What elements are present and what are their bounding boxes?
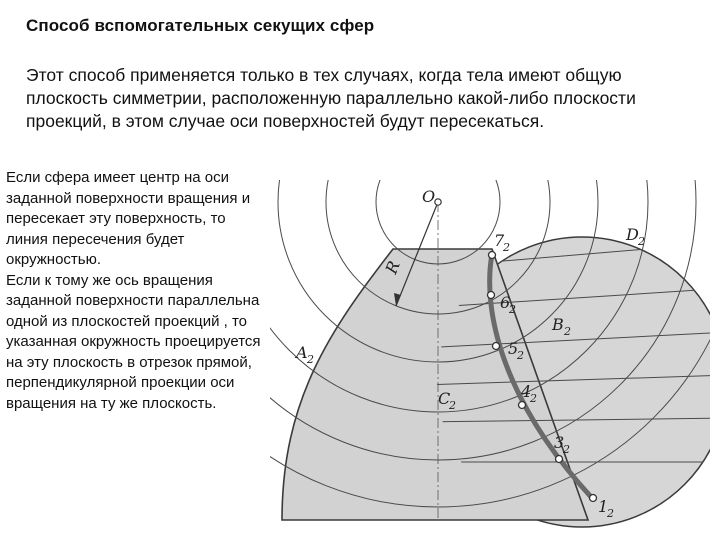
label-7-sub: 2	[503, 241, 510, 254]
center-point	[435, 199, 441, 205]
label-B-sub: 2	[564, 325, 571, 338]
label-C: C	[438, 389, 451, 408]
label-7: 7	[494, 231, 505, 250]
label-D-sub: 2	[638, 235, 645, 248]
label-R: R	[381, 258, 404, 277]
intro-paragraph: Этот способ применяется только в тех случаях, когда тела имеют общую плоскость симметрии, расположенную параллельно какой-либо плоскости проекций, в этом случае оси поверхностей будут пересекаться.	[26, 65, 636, 131]
label-A: A	[296, 343, 308, 362]
label-5-sub: 2	[517, 349, 524, 362]
side-text	[6, 168, 268, 414]
label-1-sub: 2	[607, 507, 614, 520]
label-4-sub: 2	[530, 392, 537, 405]
label-4: 4	[521, 382, 532, 401]
label-5: 5	[508, 339, 519, 358]
side-paragraph-2: Если к тому же ось вращения заданной поверхности параллельна одной из плоскостей проекций , то указанная окружность проецируется на эту плоскость в отрезок прямой, перпендикулярной проекции оси вращения на ту же плоскость.	[6, 271, 261, 412]
label-A-sub: 2	[307, 353, 314, 366]
side-paragraph-1: Если сфера имеет центр на оси заданной поверхности вращения и пересекает эту поверхность, то линия пересечения будет окружностью.	[6, 169, 251, 268]
label-6: 6	[500, 293, 511, 312]
label-D: D	[626, 225, 639, 244]
label-B: B	[552, 315, 564, 334]
slide-title: Способ вспомогательных секущих сфер	[26, 16, 375, 35]
auxiliary-spheres-diagram	[270, 180, 710, 535]
label-O: O	[422, 187, 436, 206]
label-3-sub: 2	[563, 443, 570, 456]
label-3: 3	[554, 433, 565, 452]
label-6-sub: 2	[509, 303, 516, 316]
label-1: 1	[598, 497, 609, 516]
label-C-sub: 2	[449, 399, 456, 412]
